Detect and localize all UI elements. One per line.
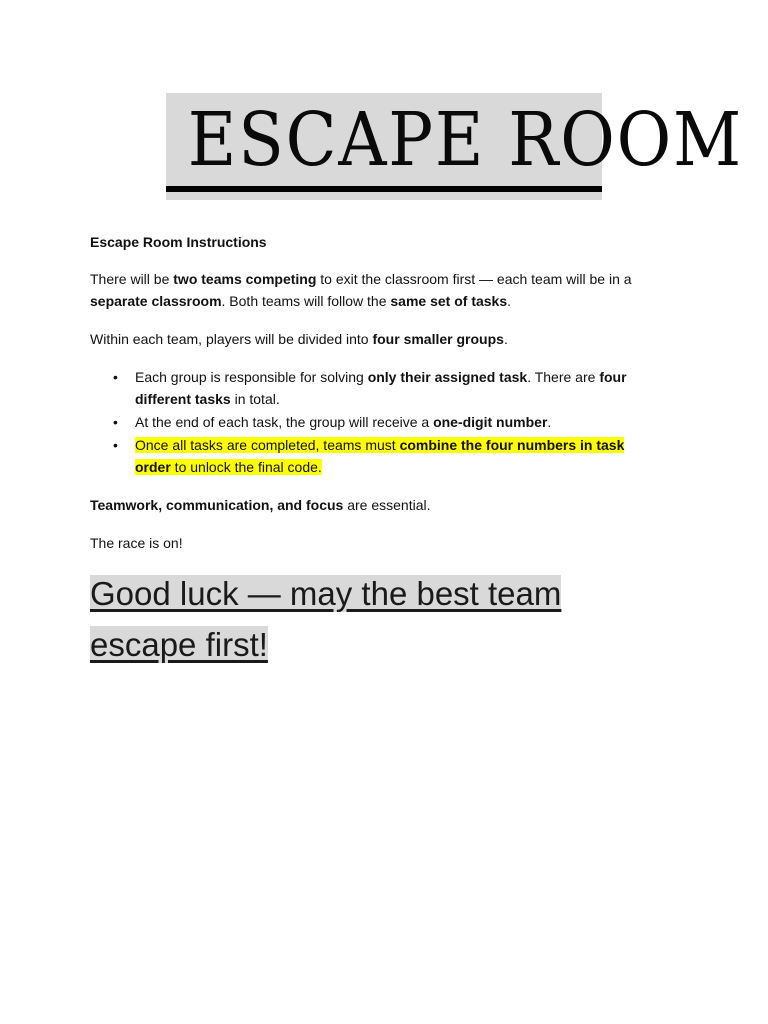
intro-paragraph	[90, 268, 660, 312]
groups-text-2: .	[503, 331, 508, 347]
essentials-paragraph	[90, 494, 660, 516]
bullet-item-highlighted	[135, 434, 660, 478]
intro-text-3: . Both teams will follow the	[221, 293, 391, 309]
race-paragraph: The race is on!	[90, 535, 183, 551]
intro-text-4: .	[507, 293, 512, 309]
groups-text-1: Within each team, players will be divided into	[90, 331, 373, 347]
bullet-1-bold-2: four different tasks	[135, 369, 627, 407]
bullet-item	[135, 366, 660, 410]
document-body	[90, 231, 660, 570]
groups-bold-1: four smaller groups	[372, 331, 504, 347]
intro-bold-1: two teams competing	[173, 271, 317, 287]
bullet-3-text-2: to unlock the final code.	[170, 459, 322, 475]
essentials-text: are essential.	[343, 497, 431, 513]
intro-text-2: to exit the classroom first — each team will be in a	[316, 271, 632, 287]
bullet-3-text-1: Once all tasks are completed, teams must	[135, 437, 400, 453]
closing-text: Good luck — may the best team escape first!	[90, 575, 562, 663]
essentials-bold: Teamwork, communication, and focus	[90, 497, 344, 513]
highlighted-text	[135, 437, 624, 475]
bullet-1-text-1: Each group is responsible for solving	[135, 369, 368, 385]
banner-title: ESCAPE ROOM	[187, 97, 744, 183]
bullet-1-text-3: in total.	[230, 391, 280, 407]
title-banner	[166, 93, 744, 200]
groups-paragraph	[90, 328, 660, 350]
intro-text-1: There will be	[90, 271, 174, 287]
bullet-1-bold-1: only their assigned task	[367, 369, 528, 385]
intro-bold-3: same set of tasks	[390, 293, 508, 309]
banner-underline	[166, 186, 602, 192]
closing-message	[90, 568, 610, 670]
bullet-3-bold-1: combine the four numbers in task order	[135, 437, 625, 475]
bullet-2-text-2: .	[547, 414, 552, 430]
bullet-2-text-1: At the end of each task, the group will receive a	[135, 414, 434, 430]
intro-bold-2: separate classroom	[90, 293, 222, 309]
bullet-2-bold-1: one-digit number	[433, 414, 548, 430]
bullet-1-text-2: . There are	[527, 369, 600, 385]
task-bullet-list	[90, 366, 660, 478]
instructions-heading: Escape Room Instructions	[90, 234, 267, 250]
bullet-item	[135, 411, 660, 433]
